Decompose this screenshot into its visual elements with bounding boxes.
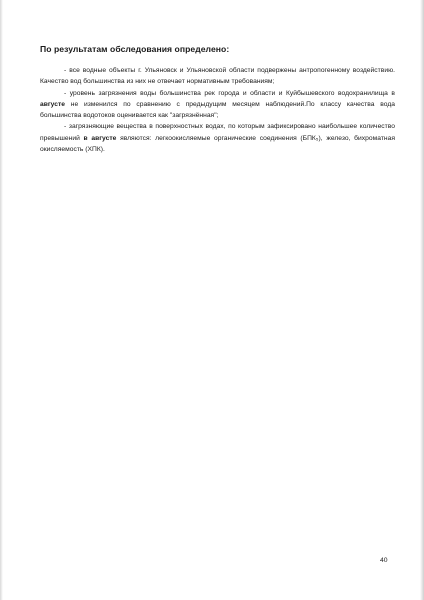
paragraph-text: - все водные объекты г. Ульяновск и Ульяновской области подвержены антропогенному воздействию. Качество вод большинства из них не отвечает нормативным требованиям;: [40, 67, 395, 86]
document-body: [40, 44, 395, 155]
emphasis-month: в августе: [83, 134, 117, 142]
page-number: 40: [380, 557, 388, 564]
paragraph-text-end: являются: легкоокисляемые органические соединения (БПК₅), железо, бихроматная окисляемость (ХПК).: [40, 134, 395, 154]
paragraph-pollutants: [40, 121, 395, 155]
scan-edge-left: [0, 0, 3, 600]
emphasis-month: августе: [40, 100, 66, 108]
paragraph-text-start: - загрязняющие вещества в поверхностных водах, по которым зафиксировано наибольшее количество превышений: [40, 123, 395, 142]
scan-edge-right: [420, 0, 424, 600]
paragraph-water-objects: [40, 65, 395, 88]
paragraph-text-end: не изменился по сравнению с предыдущим месяцем наблюдений.По классу качества вода большинства водотоков оценивается как "загрязнённая";: [40, 100, 395, 120]
paragraph-text-start: - уровень загрязнения воды большинства рек города и области и Куйбышевского водохранилища в: [64, 89, 395, 97]
paragraph-pollution-level: [40, 88, 395, 122]
section-heading: По результатам обследования определено:: [40, 44, 230, 54]
